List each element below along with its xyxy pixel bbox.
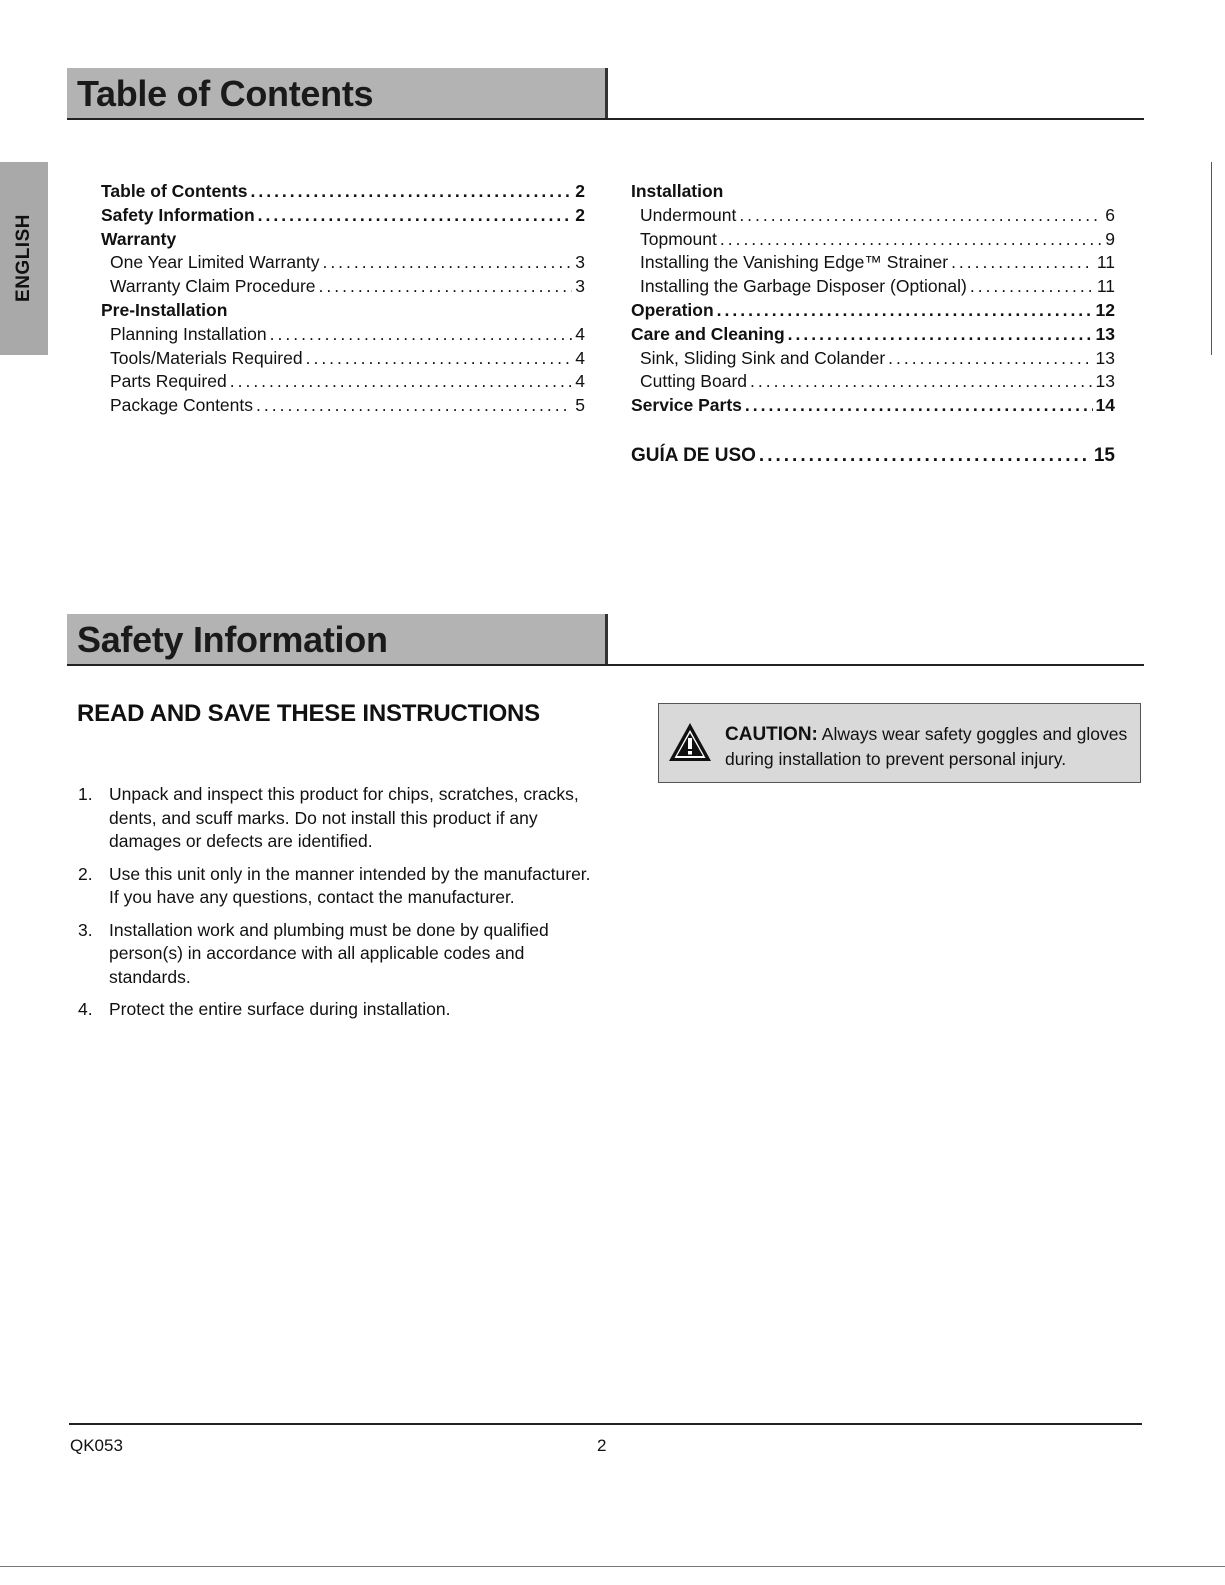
toc-entry-page: 3 <box>575 252 585 273</box>
toc-entry-page: 13 <box>1095 347 1115 368</box>
safety-header-rule <box>67 664 1144 666</box>
toc-entry <box>631 228 1115 252</box>
safety-step <box>78 998 598 1022</box>
footer-page-number: 2 <box>597 1436 607 1455</box>
toc-left-column <box>101 180 585 418</box>
toc-section-header <box>67 68 1144 120</box>
toc-entry <box>101 204 585 228</box>
toc-leader-dots <box>745 394 1093 418</box>
toc-leader-dots <box>750 370 1093 394</box>
language-tab <box>0 162 48 355</box>
warning-triangle-icon <box>667 721 713 763</box>
safety-steps-list <box>78 783 598 1031</box>
toc-leader-dots <box>256 394 572 418</box>
toc-entry-label: Topmount <box>640 228 717 249</box>
step-text: Unpack and inspect this product for chips, scratches, cracks, dents, and scuff marks. Do not install this product if any damages or defects are identified. <box>109 784 579 851</box>
toc-leader-dots <box>951 251 1094 275</box>
toc-leader-dots <box>319 275 573 299</box>
toc-entry <box>631 251 1115 275</box>
toc-entry-page: 5 <box>575 395 585 416</box>
toc-entry-page: 6 <box>1105 204 1115 225</box>
toc-entry-page: 4 <box>575 371 585 392</box>
toc-entry <box>631 418 1115 444</box>
toc-leader-dots <box>759 444 1091 468</box>
toc-entry-label: Warranty <box>101 228 177 249</box>
toc-entry-label: GUÍA DE USO <box>631 444 756 466</box>
toc-entry <box>631 323 1115 347</box>
caution-body: Always wear safety goggles and gloves during installation to prevent personal injury. <box>725 724 1128 769</box>
toc-header-rule <box>67 118 1144 120</box>
toc-leader-dots <box>970 275 1094 299</box>
toc-entry <box>101 394 585 418</box>
step-number: 4. <box>78 999 93 1019</box>
caution-text <box>725 722 1135 771</box>
step-number: 1. <box>78 784 93 804</box>
page-edge-line <box>1211 162 1212 355</box>
toc-leader-dots <box>250 180 572 204</box>
toc-entry <box>631 299 1115 323</box>
bottom-rule <box>0 1566 1225 1567</box>
toc-entry-page: 3 <box>575 276 585 297</box>
step-number: 2. <box>78 863 93 884</box>
toc-entry-label: Parts Required <box>110 371 227 392</box>
toc-leader-dots <box>720 228 1102 252</box>
toc-leader-dots <box>739 204 1102 228</box>
toc-entry <box>101 323 585 347</box>
caution-label: CAUTION: <box>725 724 818 745</box>
toc-leader-dots <box>888 347 1092 371</box>
toc-entry-label: Installation <box>631 181 724 201</box>
toc-entry-label: Warranty Claim Procedure <box>110 276 316 297</box>
toc-entry-label: One Year Limited Warranty <box>110 252 320 273</box>
toc-entry-page: 4 <box>575 347 585 368</box>
toc-title: Table of Contents <box>77 73 374 114</box>
toc-entry <box>631 275 1115 299</box>
safety-step <box>78 783 598 854</box>
toc-entry-page: 2 <box>575 204 585 225</box>
toc-entry-page: 13 <box>1095 371 1115 392</box>
toc-entry-label: Undermount <box>640 204 737 225</box>
toc-entry <box>101 347 585 371</box>
step-number: 3. <box>78 919 93 940</box>
toc-entry <box>631 444 1115 468</box>
toc-entry <box>101 228 585 252</box>
safety-step <box>78 919 598 990</box>
toc-entry <box>631 180 1115 204</box>
toc-leader-dots <box>322 251 572 275</box>
toc-entry-page: 14 <box>1095 395 1115 416</box>
toc-entry <box>101 370 585 394</box>
caution-box <box>658 703 1141 783</box>
toc-leader-dots <box>788 323 1093 347</box>
toc-entry <box>101 251 585 275</box>
safety-step <box>78 863 598 910</box>
toc-entry-page: 4 <box>575 323 585 344</box>
toc-entry-label: Service Parts <box>631 395 742 416</box>
toc-entry-label: Installing the Vanishing Edge™ Strainer <box>640 252 949 273</box>
toc-leader-dots <box>717 299 1093 323</box>
step-text: Use this unit only in the manner intended by the manufacturer. If you have any questions, contact the manufacturer. <box>109 863 591 907</box>
footer-rule <box>69 1423 1142 1425</box>
language-tab-label: ENGLISH <box>13 214 34 302</box>
read-save-heading: READ AND SAVE THESE INSTRUCTIONS <box>77 700 540 727</box>
toc-entry-label: Operation <box>631 299 714 320</box>
toc-leader-dots <box>230 370 573 394</box>
toc-entry-label: Planning Installation <box>110 323 267 344</box>
toc-leader-dots <box>258 204 573 228</box>
footer-model: QK053 <box>70 1436 123 1455</box>
toc-entry <box>631 370 1115 394</box>
step-text: Protect the entire surface during installation. <box>109 999 451 1019</box>
toc-entry <box>101 275 585 299</box>
toc-entry-label: Care and Cleaning <box>631 323 785 344</box>
toc-entry-page: 13 <box>1095 323 1115 344</box>
toc-entry-label: Pre-Installation <box>101 299 228 320</box>
toc-entry-label: Cutting Board <box>640 371 748 392</box>
toc-entry-page: 12 <box>1095 299 1115 320</box>
safety-section-header <box>67 614 1144 666</box>
step-text: Installation work and plumbing must be done by qualified person(s) in accordance with all applicable codes and standards. <box>109 919 549 987</box>
safety-title: Safety Information <box>77 619 388 660</box>
toc-entry <box>631 394 1115 418</box>
toc-entry-page: 2 <box>575 181 585 201</box>
toc-right-column <box>631 180 1115 468</box>
toc-entry-label: Package Contents <box>110 395 254 416</box>
toc-entry-page: 15 <box>1093 444 1115 466</box>
toc-entry-label: Tools/Materials Required <box>110 347 303 368</box>
toc-entry-page: 11 <box>1096 252 1115 273</box>
toc-entry-label: Table of Contents <box>101 181 248 201</box>
toc-entry <box>101 299 585 323</box>
toc-entry-label: Safety Information <box>101 204 255 225</box>
toc-leader-dots <box>270 323 573 347</box>
toc-entry <box>101 180 585 204</box>
toc-entry-label: Sink, Sliding Sink and Colander <box>640 347 886 368</box>
toc-entry-page: 11 <box>1096 276 1115 297</box>
toc-leader-dots <box>306 347 573 371</box>
toc-entry <box>631 347 1115 371</box>
toc-entry-page: 9 <box>1105 228 1115 249</box>
toc-entry <box>631 204 1115 228</box>
toc-entry-label: Installing the Garbage Disposer (Optional) <box>640 276 967 297</box>
